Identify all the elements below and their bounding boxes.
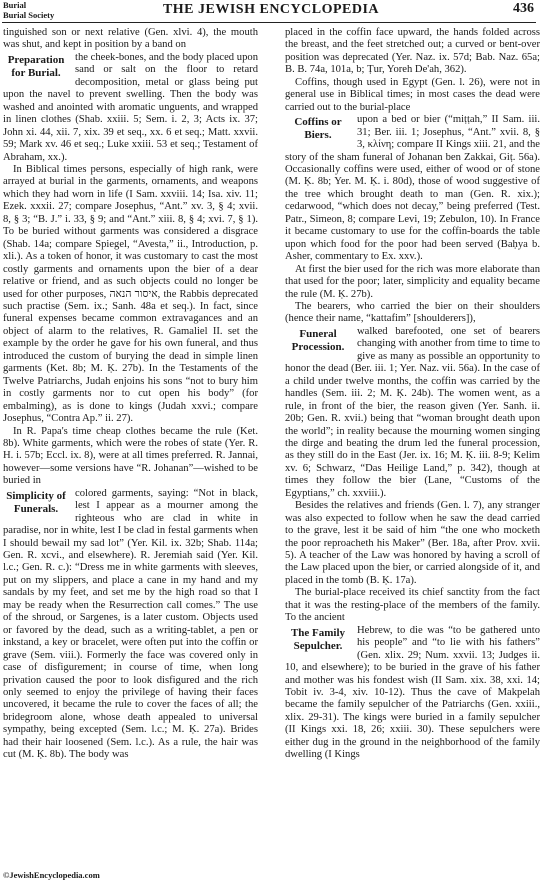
sidenote-coffins: Coffins or Biers. [294,116,342,142]
header-rule [2,22,536,23]
sidenote-family-sepulcher: The Family Sepulcher. [290,626,346,652]
paragraph: upon a bed or bier (“miṭṭah,” II Sam. iii. 31; Ber. iii. 1; Josephus, “Ant.” xvii. 8, § 3, κλίνη; compare II Kings xiii. 21, and the story of the sham funeral of Johanan ben Zakkai, Giṭ. 56a). Occasionally coffins were used, either of wood or of stone (M. Ḳ. 8b; Yer. M. Ḳ. i. 80d), those of wood suggestive of the tree which brought death to man (Gen. R. xix.); cedarwood, “which does not decay,” being preferred (Test. Patr., Simeon, 8; compare Levi, 19; Zebulon, 10). In France it became customary to use for the coffin-boards the table upon which food for the poor had been served (Baḥya b. Asher, commentary to Ex. xxv.). [285,114,540,263]
paragraph: placed in the coffin face upward, the hands folded across the breast, and the feet stretched out; a curved or bent-over position was deprecated (Yer. Naz. ix. 57d; Bab. Naz. 65a; B. B. 74a, 101a, b; Ṭur, Yoreh De'ah, 362). [285,27,540,76]
page-number: 436 [513,1,534,16]
paragraph: Besides the relatives and friends (Gen. l. 7), any stranger was also expected to follow when he saw the dead carried to the grave, lest it be said of him “the one who mocketh the poor reproacheth his Maker” (Ber. 18a, after Prov. xvii. 5). A teacher of the Law was honored by having a scroll of the Law placed upon the bier, or carried alongside of it, and placed in the tomb (B. Ḳ. 17a). [285,500,540,586]
paragraph: the cheek-bones, and the body placed upon sand or salt on the floor to retard decomposition, metal or glass being put upon the navel to prevent swelling. Then the body was washed and anointed with aromatic unguents, and wrapped in linen clothes (Shab. xxiii. 5; Sem. i. 2, 3; Acts ix. 37; John xi. 44, xii. 7, xix. 39 et seq., xx. 6 et seq.; Matt. xxvii. 59; Mark xv. 46 et seq.; Luke xxiii. 53 et seq.; Testament of Abraham, xx.). [3,51,258,163]
sidenote-simplicity: Simplicity of Funerals. [6,489,66,515]
watermark: ©JewishEncyclopedia.com [3,870,100,880]
paragraph-text: the Rabbis deprecated such practise (Sem. ix.; Sanh. 48a et seq.). In fact, since funeral expenses became common extravagances and an object of alarm to the relatives, R. Gamaliel II. set the example by the order he gave for his own funeral, and thus introduced the custom of burying the dead in simple linen garments (Ket. 8b; M. Ḳ. 27b). In the Testaments of the Twelve Patriarchs, Judah enjoins his sons “not to bury him in costly garments nor to cut open his body” (for embalming), as is done to kings (Judah xxvi.; compare Josephus, “Contra Ap.” ii. 27). [3,288,258,425]
paragraph: tinguished son or next relative (Gen. xlvi. 4), the mouth was shut, and kept in position by a band on [3,27,258,51]
page-header [0,0,542,22]
paragraph-text: In Biblical times persons, especially of high rank, were arrayed at burial in the garments, ornaments, and weapons which they had worn in life (I Sam. xxviii. 14; Isa. xiv. 11; Ezek. xxxii. 27; compare Josephus, “Ant.” xv. 3, § 4; xvii. 8, § 3; “B. J.” i. 33, § 9; and “Ant.” xiii. 8, § 4; xvi. 7, § 1). To be buried without garments was considered a disgrace (Shab. 14a; compare Spiegel, “Avesta,” ii., Introduction, p. xli.). As a token of honor, it was customary to cast the most costly garments and ornaments upon the bier of a dear relative or friend, and as such objects could no longer be used for other purposes, [3,163,258,300]
sidenote-funeral-procession: Funeral Procession. [291,327,345,353]
sidenote-preparation: Preparation for Burial. [7,53,65,79]
right-column [285,27,540,872]
paragraph: The bearers, who carried the bier on their shoulders (hence their name, “kattafim” [shoulderers]), [285,300,540,325]
paragraph: Hebrew, to die was “to be gathered unto his people” and “to lie with his fathers” (Gen. xlix. 29; Num. xxvii. 13; Judges ii. 10, and elsewhere); to be buried in the grave of his father and mother was his fondest wish (II Sam. xix. 38, xxi. 14; Tobit iv. 3-4, xiv. 10-12). Thus the cave of Makpelah became the family sepulcher of the Patriarchs (Gen. xxiii., xlix. 29-31). The kings were buried in a family sepulcher (II Kings xxi. 18, 26; xxiii. 30). These sepulchers were either dug in the ground in the neighborhood of the family dwelling (I Kings [285,624,540,761]
paragraph: colored garments, saying: “Not in black, lest I appear as a mourner among the righteous who are clad in white in paradise, nor in white, lest I be clad in festal garments when I should bewail my sad lot” (Yer. Kil. ix. 32b; Shab. 114a; Gen. R. xcvi., and elsewhere). R. Jeremiah said (Yer. Kil. l.c.; Gen. R. c.): “Dress me in white garments with sleeves, put on my slippers, and place a cane in my hand and my sandals by my feet, and set me by the high road so that I may be ready when the Resurrection call comes.” The use of the shroud, or Sargenes, is a later custom. Objects used or favored by the dead, such as a writing-tablet, a pen or inkstand, a key or bracelet, were often put into the coffin or grave (Sem. viii.). Formerly the face was covered only in case of disfigurement; in course of time, when long privation caused the poor to look disfigured and the rich only seemed to enjoy the privilege of having their faces uncovered, it became the rule to cover the faces of all; the bridegroom alone, whose death appealed to universal sympathy, being excepted (Sem. l.c.; M. Ḳ. 27a). Brides had their hair loosened (Sem. l.c.). As a rule, the hair was cut (M. Ḳ. 8b). The body was [3,487,258,761]
paragraph: Coffins, though used in Egypt (Gen. l. 26), were not in general use in Biblical times; in most cases the dead were carried out to the burial-place [285,76,540,113]
page-title: THE JEWISH ENCYCLOPEDIA [162,2,380,17]
left-column [3,27,258,872]
paragraph: At first the bier used for the rich was more elaborate than that used for the poor; later, simplicity and equality became the rule (M. Ḳ. 27b). [285,263,540,300]
hebrew-term: איסור הנאה [109,288,158,300]
paragraph: In R. Papa's time cheap clothes became the rule (Ket. 8b). White garments, which were the robes of state (Yer. R. H. i. 57b; Eccl. ix. 8), were at all times preferred. R. Jannai, however—some versions have “R. Johanan”—wished to be buried in [3,425,258,487]
paragraph: The burial-place received its chief sanctity from the fact that it was the resting-place of the members of the family. To the ancient [285,587,540,624]
paragraph: In Biblical times persons, especially of high rank, were arrayed at burial in the garments, ornaments, and weapons which they had worn in life (I Sam. xxviii. 14; Isa. xiv. 11; Ezek. xxxii. 27; compare Josephus, “Ant.” xv. 3, § 4; xvii. 8, § 3; “B. J.” i. 33, § 9; and “Ant.” xiii. 8, § 4; xvi. 7, § 1). To be buried without garments was considered a disgrace (Shab. 14a; compare Spiegel, “Avesta,” ii., Introduction, p. xli.). As a token of honor, it was customary to cast the most costly garments and ornaments upon the bier of a dear relative or friend, and as such objects could no longer be used for other purposes, איסור הנאה, the Rabbis deprecated such practise (Sem. ix.; Sanh. 48a et seq.). In fact, since funeral expenses became common extravagances and an object of alarm to the relatives, R. Gamaliel II. set the example by the order he gave for his own funeral, and thus introduced the custom of burying the dead in simple linen garments (Ket. 8b; M. Ḳ. 27b). In the Testaments of the Twelve Patriarchs, Judah enjoins his sons “not to bury him in costly garments nor to cut open his body” (for embalming), as is done to kings (Judah xxvi.; compare Josephus, “Contra Ap.” ii. 27). [3,163,258,425]
running-head-line1: Burial [3,0,27,10]
paragraph: walked barefooted, one set of bearers changing with another from time to time to give as many as possible an opportunity to honor the dead (Ber. iii. 1; Yer. Naz. vii. 56a). In the case of a child under twelve months, the coffin was carried by the handles (Sem. iii. 2; M. Ḳ. 24b). The women went, as a rule, in front of the bier, the reason given (Yer. Sanh. ii. 20b; Gen. R. xvii.) being that “woman brought death upon the world”; in reality because the mourning women singing the dirge and beating the drum led the funeral procession, as they still do in the East (Jer. ix. 16; M. Ḳ. iii. 8-9; Kelim xv. 6; Schwarz, “Das Heilige Land,” p. 342), though at times they follow the bier (Lane, “Customs of the Egyptians,” ch. xxviii.). [285,325,540,499]
running-head-line2: Burial Society [3,10,55,20]
